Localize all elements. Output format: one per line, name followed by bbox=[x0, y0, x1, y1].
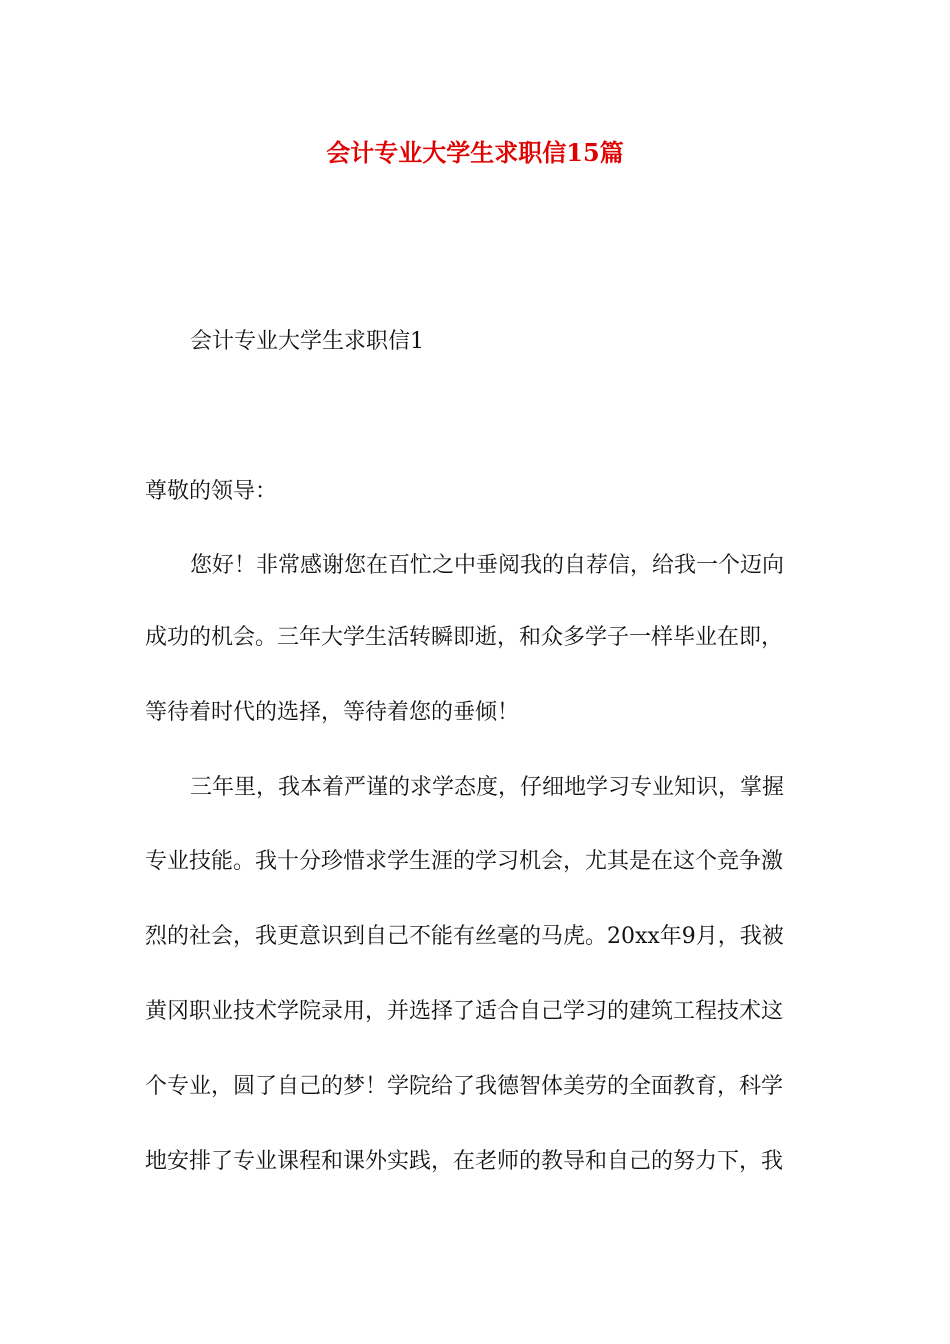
paragraph-2-line-3: 烈的社会，我更意识到自己不能有丝毫的马虎。20xx年9月，我被 bbox=[145, 924, 784, 949]
salutation: 尊敬的领导： bbox=[145, 479, 278, 504]
paragraph-2-line-1: 三年里，我本着严谨的求学态度，仔细地学习专业知识，掌握 bbox=[190, 775, 785, 800]
paragraph-1-line-2: 成功的机会。三年大学生活转瞬即逝，和众多学子一样毕业在即， bbox=[145, 625, 784, 650]
paragraph-2-line-5: 个专业，圆了自己的梦！学院给了我德智体美劳的全面教育，科学 bbox=[145, 1074, 784, 1099]
paragraph-2-line-2: 专业技能。我十分珍惜求学生涯的学习机会，尤其是在这个竞争激 bbox=[145, 849, 784, 874]
paragraph-2-line-4: 黄冈职业技术学院录用，并选择了适合自己学习的建筑工程技术这 bbox=[145, 999, 784, 1024]
paragraph-2-line-6: 地安排了专业课程和课外实践，在老师的教导和自己的努力下，我 bbox=[145, 1149, 784, 1174]
document-title: 会计专业大学生求职信15篇 bbox=[326, 138, 624, 167]
paragraph-1-line-1: 您好！非常感谢您在百忙之中垂阅我的自荐信，给我一个迈向 bbox=[190, 553, 785, 578]
paragraph-1-line-3: 等待着时代的选择，等待着您的垂倾！ bbox=[145, 700, 520, 725]
section-heading: 会计专业大学生求职信1 bbox=[190, 329, 424, 354]
